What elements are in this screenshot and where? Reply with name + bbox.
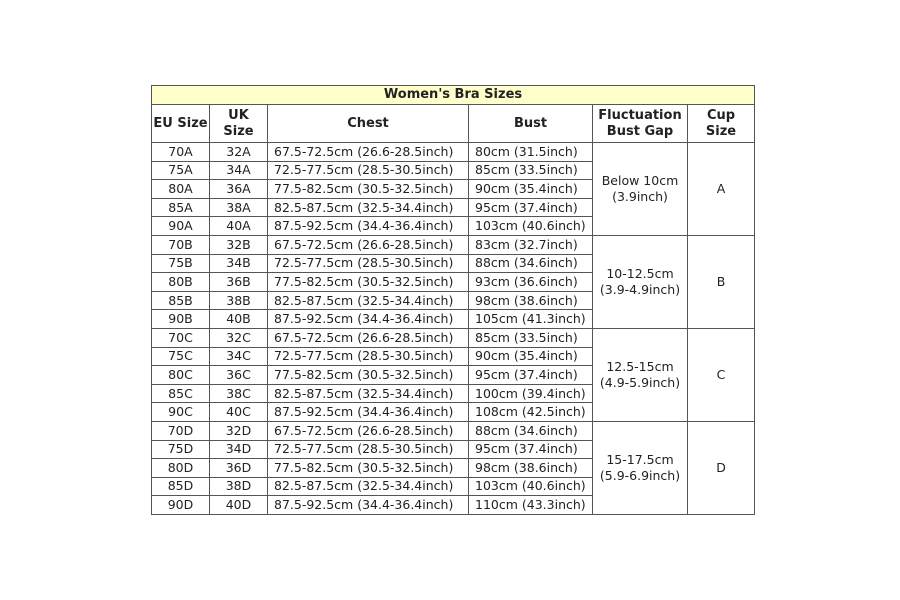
chest-cell: 72.5-77.5cm (28.5-30.5inch)	[268, 254, 469, 273]
eu-size-cell: 85C	[152, 384, 210, 403]
header-cup-line1: Cup	[706, 107, 736, 123]
uk-size-cell: 38B	[210, 291, 268, 310]
uk-size-cell: 34C	[210, 347, 268, 366]
eu-size-cell: 85B	[152, 291, 210, 310]
header-uk-size	[210, 105, 268, 143]
uk-size-cell: 38C	[210, 384, 268, 403]
header-eu-size: EU Size	[152, 105, 210, 143]
chest-cell: 82.5-87.5cm (32.5-34.4inch)	[268, 198, 469, 217]
chest-cell: 67.5-72.5cm (26.6-28.5inch)	[268, 143, 469, 162]
bust-gap-line1: Below 10cm	[601, 172, 679, 188]
header-bust: Bust	[469, 105, 593, 143]
bust-gap-cell	[593, 328, 688, 421]
bust-cell: 88cm (34.6inch)	[469, 421, 593, 440]
chest-cell: 72.5-77.5cm (28.5-30.5inch)	[268, 440, 469, 459]
table-title-row	[152, 86, 755, 105]
uk-size-cell: 34A	[210, 161, 268, 180]
bust-cell: 85cm (33.5inch)	[469, 161, 593, 180]
header-uk-line2: Size	[223, 123, 254, 139]
cup-size-cell: D	[688, 421, 755, 514]
bust-cell: 103cm (40.6inch)	[469, 477, 593, 496]
bust-cell: 88cm (34.6inch)	[469, 254, 593, 273]
bust-cell: 83cm (32.7inch)	[469, 235, 593, 254]
chest-cell: 82.5-87.5cm (32.5-34.4inch)	[268, 477, 469, 496]
chest-cell: 82.5-87.5cm (32.5-34.4inch)	[268, 291, 469, 310]
eu-size-cell: 70B	[152, 235, 210, 254]
eu-size-cell: 70D	[152, 421, 210, 440]
bust-cell: 90cm (35.4inch)	[469, 180, 593, 199]
bust-gap-line2: (4.9-5.9inch)	[599, 374, 681, 390]
chest-cell: 67.5-72.5cm (26.6-28.5inch)	[268, 235, 469, 254]
eu-size-cell: 90A	[152, 217, 210, 236]
bust-cell: 95cm (37.4inch)	[469, 440, 593, 459]
table-row	[152, 421, 755, 440]
uk-size-cell: 32D	[210, 421, 268, 440]
eu-size-cell: 90B	[152, 310, 210, 329]
chest-cell: 87.5-92.5cm (34.4-36.4inch)	[268, 217, 469, 236]
bust-gap-cell	[593, 235, 688, 328]
uk-size-cell: 38A	[210, 198, 268, 217]
header-gap-line2: Bust Gap	[606, 123, 674, 139]
bust-cell: 90cm (35.4inch)	[469, 347, 593, 366]
chest-cell: 72.5-77.5cm (28.5-30.5inch)	[268, 161, 469, 180]
eu-size-cell: 85D	[152, 477, 210, 496]
bust-cell: 105cm (41.3inch)	[469, 310, 593, 329]
uk-size-cell: 34B	[210, 254, 268, 273]
eu-size-cell: 75C	[152, 347, 210, 366]
eu-size-cell: 85A	[152, 198, 210, 217]
chest-cell: 87.5-92.5cm (34.4-36.4inch)	[268, 403, 469, 422]
eu-size-cell: 90D	[152, 496, 210, 515]
bust-gap-line2: (3.9inch)	[612, 188, 668, 204]
uk-size-cell: 36D	[210, 459, 268, 478]
header-chest: Chest	[268, 105, 469, 143]
eu-size-cell: 75D	[152, 440, 210, 459]
uk-size-cell: 34D	[210, 440, 268, 459]
bust-gap-line2: (5.9-6.9inch)	[599, 467, 681, 483]
uk-size-cell: 38D	[210, 477, 268, 496]
header-cup-size	[688, 105, 755, 143]
eu-size-cell: 90C	[152, 403, 210, 422]
uk-size-cell: 32B	[210, 235, 268, 254]
cup-size-cell: B	[688, 235, 755, 328]
uk-size-cell: 36C	[210, 366, 268, 385]
cup-size-cell: C	[688, 328, 755, 421]
chest-cell: 77.5-82.5cm (30.5-32.5inch)	[268, 459, 469, 478]
eu-size-cell: 75A	[152, 161, 210, 180]
header-uk-line1: UK	[228, 107, 249, 123]
chest-cell: 77.5-82.5cm (30.5-32.5inch)	[268, 366, 469, 385]
chest-cell: 77.5-82.5cm (30.5-32.5inch)	[268, 273, 469, 292]
header-cup-line2: Size	[705, 123, 737, 139]
chest-cell: 77.5-82.5cm (30.5-32.5inch)	[268, 180, 469, 199]
bust-gap-line1: 12.5-15cm	[606, 358, 674, 374]
chest-cell: 82.5-87.5cm (32.5-34.4inch)	[268, 384, 469, 403]
bust-gap-line1: 15-17.5cm	[606, 451, 674, 467]
eu-size-cell: 70A	[152, 143, 210, 162]
uk-size-cell: 36A	[210, 180, 268, 199]
uk-size-cell: 40D	[210, 496, 268, 515]
bust-cell: 98cm (38.6inch)	[469, 291, 593, 310]
bust-cell: 108cm (42.5inch)	[469, 403, 593, 422]
bra-size-table	[151, 85, 755, 515]
cup-size-cell: A	[688, 143, 755, 236]
bust-gap-cell	[593, 421, 688, 514]
table-row	[152, 235, 755, 254]
bust-cell: 95cm (37.4inch)	[469, 198, 593, 217]
bust-cell: 80cm (31.5inch)	[469, 143, 593, 162]
uk-size-cell: 32A	[210, 143, 268, 162]
column-header-row	[152, 105, 755, 143]
table-row	[152, 143, 755, 162]
bust-gap-line1: 10-12.5cm	[606, 265, 674, 281]
bust-cell: 95cm (37.4inch)	[469, 366, 593, 385]
chest-cell: 87.5-92.5cm (34.4-36.4inch)	[268, 496, 469, 515]
chest-cell: 67.5-72.5cm (26.6-28.5inch)	[268, 421, 469, 440]
chest-cell: 72.5-77.5cm (28.5-30.5inch)	[268, 347, 469, 366]
bust-cell: 100cm (39.4inch)	[469, 384, 593, 403]
eu-size-cell: 80D	[152, 459, 210, 478]
bust-cell: 85cm (33.5inch)	[469, 328, 593, 347]
uk-size-cell: 36B	[210, 273, 268, 292]
bust-cell: 98cm (38.6inch)	[469, 459, 593, 478]
eu-size-cell: 75B	[152, 254, 210, 273]
chest-cell: 87.5-92.5cm (34.4-36.4inch)	[268, 310, 469, 329]
chest-cell: 67.5-72.5cm (26.6-28.5inch)	[268, 328, 469, 347]
uk-size-cell: 40B	[210, 310, 268, 329]
bust-cell: 103cm (40.6inch)	[469, 217, 593, 236]
uk-size-cell: 32C	[210, 328, 268, 347]
header-gap-line1: Fluctuation	[598, 107, 682, 123]
table-title: Women's Bra Sizes	[152, 86, 755, 105]
bust-cell: 110cm (43.3inch)	[469, 496, 593, 515]
eu-size-cell: 70C	[152, 328, 210, 347]
bust-gap-cell	[593, 143, 688, 236]
uk-size-cell: 40C	[210, 403, 268, 422]
bust-gap-line2: (3.9-4.9inch)	[599, 281, 681, 297]
table-row	[152, 328, 755, 347]
eu-size-cell: 80A	[152, 180, 210, 199]
bust-cell: 93cm (36.6inch)	[469, 273, 593, 292]
eu-size-cell: 80B	[152, 273, 210, 292]
eu-size-cell: 80C	[152, 366, 210, 385]
uk-size-cell: 40A	[210, 217, 268, 236]
header-fluctuation-bust-gap	[593, 105, 688, 143]
